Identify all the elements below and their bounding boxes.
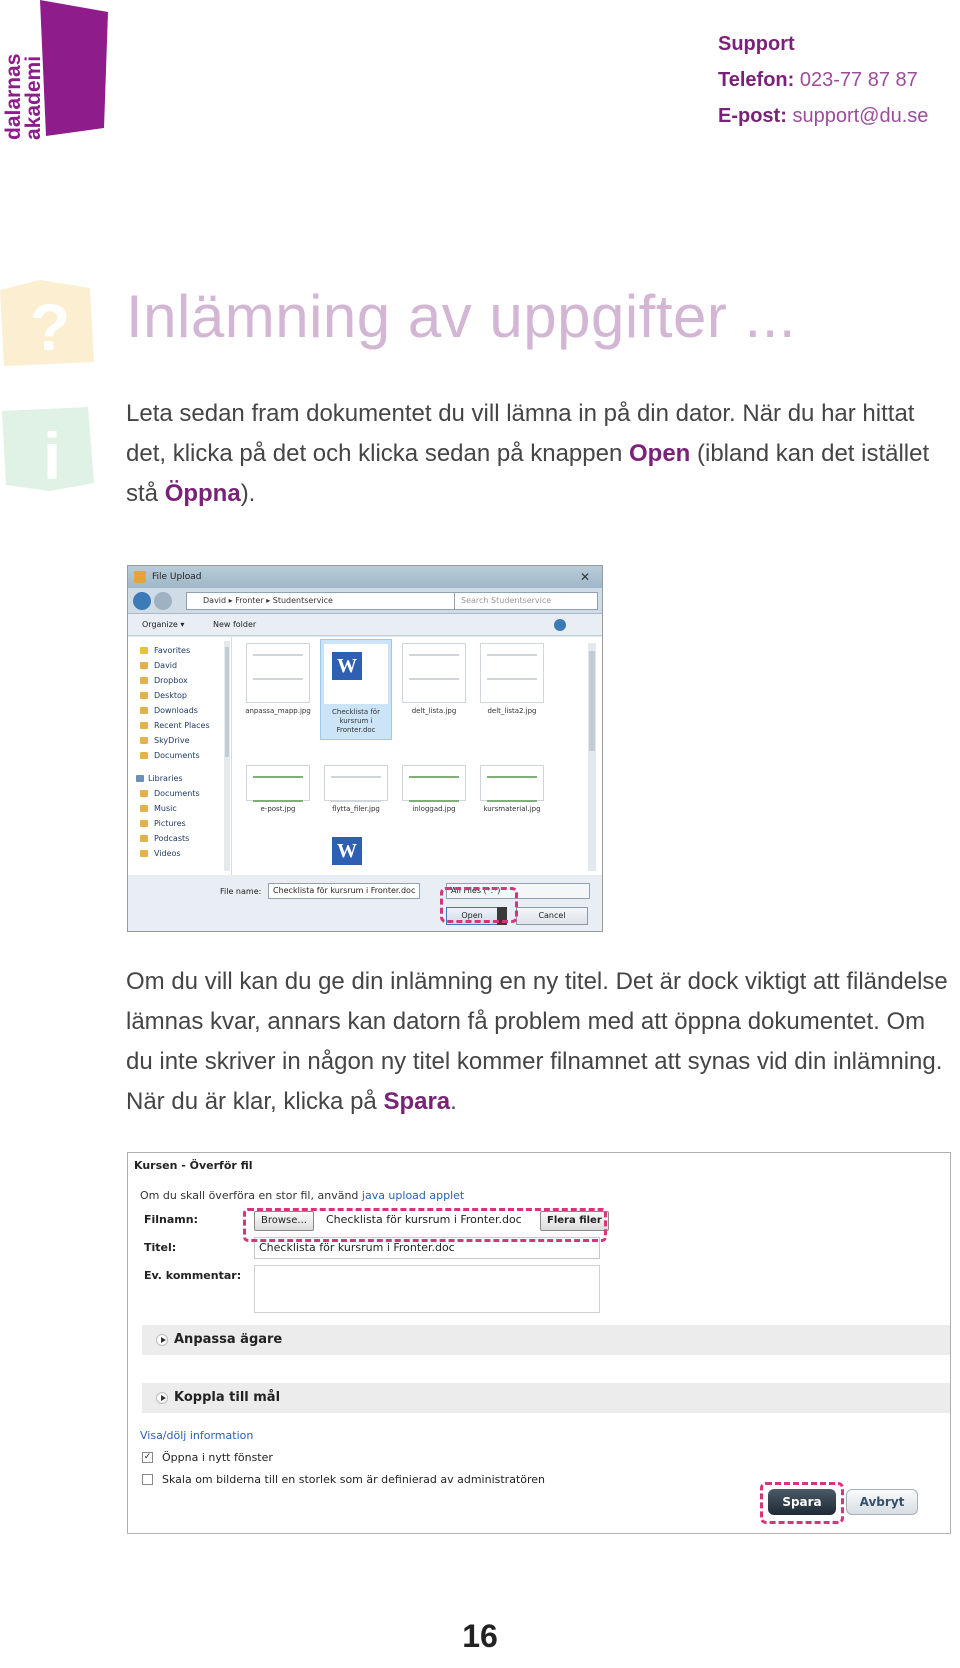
- support-heading: Support: [718, 33, 795, 55]
- tree-item[interactable]: SkyDrive: [128, 733, 231, 748]
- file-grid-scrollbar[interactable]: [588, 643, 596, 871]
- section-link-goal-label: Koppla till mål: [174, 1390, 281, 1405]
- checkbox-unchecked[interactable]: [142, 1474, 153, 1485]
- filename-label: Filnamn:: [144, 1213, 199, 1226]
- para1-open-emphasis: Open: [629, 440, 691, 467]
- file-name: anpassa_mapp.jpg: [245, 707, 311, 715]
- cancel-button[interactable]: Avbryt: [846, 1489, 918, 1515]
- dialog-title: File Upload: [152, 572, 202, 582]
- tree-scrollbar[interactable]: [224, 641, 230, 871]
- tree-item[interactable]: Dropbox: [128, 673, 231, 688]
- file-thumbnail: [402, 643, 466, 703]
- para1-text-1: Leta sedan fram dokumentet du vill lämna in på din dator. När du har hittat det, klicka på det och klicka sedan på knappen: [126, 400, 915, 467]
- form-intro: [140, 1189, 464, 1202]
- tree-item[interactable]: Desktop: [128, 688, 231, 703]
- tree-item[interactable]: Pictures: [128, 816, 231, 831]
- close-icon[interactable]: ✕: [579, 570, 590, 584]
- organize-menu[interactable]: Organize ▾: [142, 620, 185, 629]
- question-mark-icon: [0, 278, 96, 370]
- checkbox-label: Öppna i nytt fönster: [162, 1451, 273, 1464]
- form-heading: Kursen - Överför fil: [134, 1159, 253, 1172]
- file-thumbnail: [246, 765, 310, 801]
- toggle-info-link[interactable]: Visa/dölj information: [140, 1429, 254, 1442]
- breadcrumb[interactable]: David ▸ Fronter ▸ Studentservice: [186, 592, 486, 610]
- save-button-highlight: [760, 1482, 844, 1524]
- para2-spara-emphasis: Spara: [383, 1088, 451, 1115]
- file-tile[interactable]: [320, 829, 392, 869]
- open-button[interactable]: Open: [446, 907, 498, 925]
- dialog-body: [128, 637, 602, 875]
- dialog-titlebar: [128, 566, 602, 588]
- back-arrow-icon[interactable]: [133, 592, 151, 610]
- support-contact: [718, 26, 958, 134]
- dalarnas-akademi-logo: [0, 0, 110, 145]
- file-tile[interactable]: [398, 765, 470, 814]
- file-name: e-post.jpg: [260, 805, 296, 813]
- phone-number: 023-77 87 87: [799, 69, 918, 91]
- file-tile[interactable]: [476, 643, 548, 716]
- comment-textarea[interactable]: [254, 1265, 600, 1313]
- navigation-tree: [128, 637, 232, 875]
- open-button-highlight: [440, 887, 518, 923]
- tree-item[interactable]: Videos: [128, 846, 231, 861]
- checkbox-checked[interactable]: ✓: [143, 1452, 152, 1462]
- tree-item-favorites[interactable]: Favorites: [128, 643, 231, 658]
- svg-text:i: i: [42, 419, 62, 493]
- tree-item[interactable]: Downloads: [128, 703, 231, 718]
- file-name: delt_lista2.jpg: [487, 707, 537, 715]
- file-tile[interactable]: [242, 765, 314, 814]
- file-thumbnail: [480, 765, 544, 801]
- file-upload-dialog-screenshot: [127, 565, 603, 932]
- page-number: 16: [462, 1618, 498, 1654]
- file-thumbnail: [402, 765, 466, 801]
- java-upload-link[interactable]: java upload applet: [361, 1189, 465, 1202]
- dialog-toolbar: [128, 614, 602, 636]
- para1-text-3: ).: [240, 480, 256, 507]
- open-new-window-checkbox[interactable]: [142, 1451, 273, 1464]
- file-thumbnail: [246, 643, 310, 703]
- dialog-app-icon: [134, 571, 146, 583]
- title-input[interactable]: Checklista för kursrum i Fronter.doc: [254, 1237, 600, 1259]
- instruction-paragraph-1: [126, 394, 956, 514]
- tree-item[interactable]: Music: [128, 801, 231, 816]
- file-tile[interactable]: [320, 765, 392, 814]
- file-thumbnail: [480, 643, 544, 703]
- para1-text-2: (ibland kan det istället stå: [126, 440, 930, 507]
- title-label: Titel:: [144, 1241, 177, 1254]
- word-document-icon: [324, 829, 388, 869]
- tree-item[interactable]: David: [128, 658, 231, 673]
- tree-item[interactable]: Documents: [128, 786, 231, 801]
- filename-label: File name:: [220, 887, 262, 896]
- expand-arrow-icon: [156, 1334, 168, 1346]
- file-name: inloggad.jpg: [412, 805, 456, 813]
- svg-text:?: ?: [29, 290, 71, 364]
- section-link-goal[interactable]: [142, 1383, 950, 1413]
- tree-item[interactable]: Podcasts: [128, 831, 231, 846]
- tree-item-libraries[interactable]: Libraries: [128, 771, 231, 786]
- browse-button[interactable]: Browse...: [254, 1211, 314, 1231]
- save-button[interactable]: Spara: [768, 1489, 836, 1515]
- tree-item[interactable]: Documents: [128, 748, 231, 763]
- help-icon[interactable]: [554, 619, 566, 631]
- selected-file-name: Checklista för kursrum i Fronter.doc: [326, 1213, 522, 1226]
- filename-input[interactable]: Checklista för kursrum i Fronter.doc: [268, 883, 420, 899]
- email-label: E-post:: [718, 105, 787, 127]
- file-name: Checklista för kursrum i Fronter.doc: [332, 708, 380, 734]
- file-name: flytta_filer.jpg: [332, 805, 380, 813]
- para1-oppna-emphasis: Öppna: [164, 480, 241, 507]
- multiple-files-button[interactable]: Flera filer: [540, 1211, 609, 1231]
- new-folder-button[interactable]: New folder: [212, 620, 257, 629]
- file-tile[interactable]: [242, 643, 314, 716]
- file-thumbnail: [324, 765, 388, 801]
- instruction-paragraph-2: [126, 962, 956, 1122]
- para2-text-1: Om du vill kan du ge din inlämning en ny titel. Det är dock viktigt att filändelse lämnas kvar, annars kan datorn få problem med att öppna dokumentet. Om du inte skriver in någon ny titel kommer filnamnet att synas vid din inlämning. När du är klar, klicka på: [126, 968, 948, 1115]
- svg-text:dalarnas: dalarnas: [2, 53, 25, 140]
- page-title: Inlämning av uppgifter ...: [126, 283, 797, 350]
- para2-text-2: .: [450, 1088, 457, 1115]
- info-icon: [0, 405, 96, 497]
- file-name: kursmaterial.jpg: [483, 805, 541, 813]
- section-adjust-owner-label: Anpassa ägare: [174, 1332, 283, 1347]
- file-tile[interactable]: [476, 765, 548, 814]
- dialog-footer: [128, 875, 602, 932]
- form-intro-text: Om du skall överföra en stor fil, använd: [140, 1189, 362, 1202]
- file-tile[interactable]: [398, 643, 470, 716]
- title-input-highlight: [243, 1208, 607, 1242]
- search-input[interactable]: Search Studentservice: [454, 592, 598, 610]
- file-tile-selected[interactable]: [320, 639, 392, 740]
- forward-arrow-icon[interactable]: [154, 592, 172, 610]
- svg-text:akademi: akademi: [22, 55, 45, 140]
- expand-arrow-icon: [156, 1392, 168, 1404]
- comment-label: Ev. kommentar:: [144, 1269, 242, 1282]
- email-address[interactable]: support@du.se: [792, 105, 929, 127]
- word-document-icon: [324, 644, 388, 704]
- checkbox-label: Skala om bilderna till en storlek som är definierad av administratören: [162, 1473, 546, 1486]
- section-adjust-owner[interactable]: [142, 1325, 950, 1355]
- file-grid: [238, 641, 568, 873]
- filetype-select[interactable]: All Files (*.*): [446, 883, 590, 899]
- tree-item[interactable]: Recent Places: [128, 718, 231, 733]
- dialog-navbar: [128, 588, 602, 614]
- scale-images-checkbox[interactable]: [142, 1473, 545, 1486]
- file-name: delt_lista.jpg: [411, 707, 457, 715]
- phone-label: Telefon:: [718, 69, 795, 91]
- cancel-button[interactable]: Cancel: [516, 907, 588, 925]
